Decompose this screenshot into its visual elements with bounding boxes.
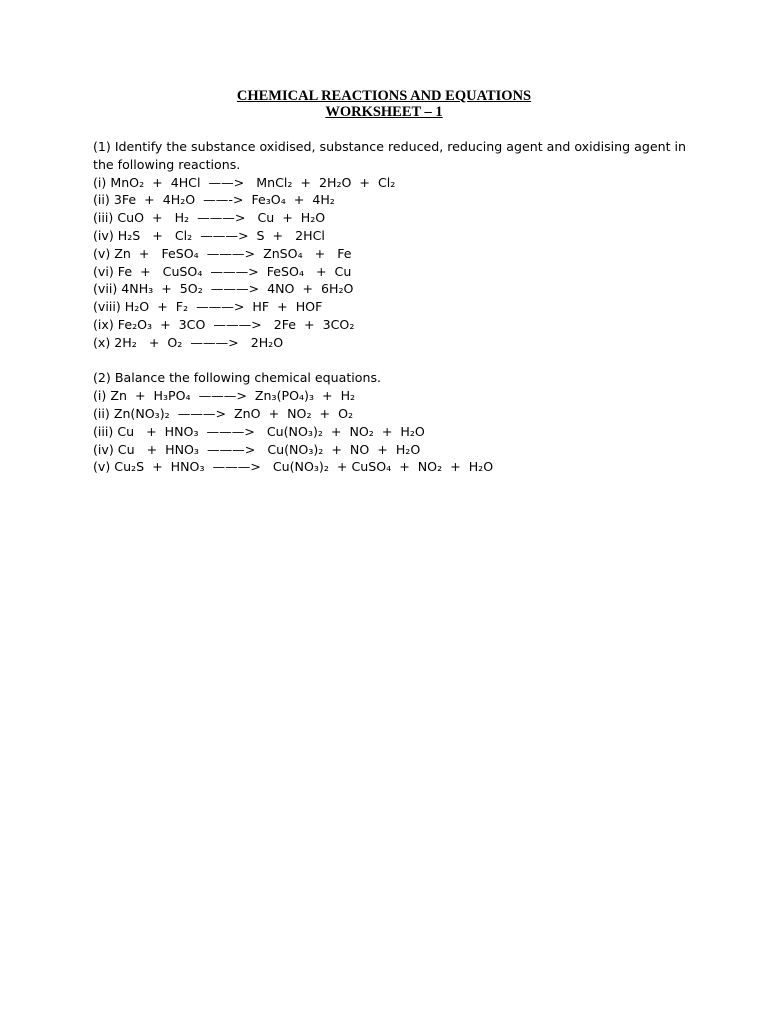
reaction-line: (viii) H₂O + F₂ ———> HF + HOF xyxy=(93,299,323,315)
reaction-line: (iii) CuO + H₂ ———> Cu + H₂O xyxy=(93,210,326,226)
section-spacer xyxy=(93,352,693,370)
document-subtitle: WORKSHEET – 1 xyxy=(325,104,443,120)
equation-line: (v) Cu₂S + HNO₃ ———> Cu(NO₃)₂ + CuSO₄ + NO₂ + H₂O xyxy=(93,459,494,475)
equation-line: (i) Zn + H₃PO₄ ———> Zn₃(PO₄)₃ + H₂ xyxy=(93,388,356,404)
reaction-line: (v) Zn + FeSO₄ ———> ZnSO₄ + Fe xyxy=(93,245,352,261)
reaction-line: (x) 2H₂ + O₂ ———> 2H₂O xyxy=(93,334,284,350)
reaction-line: (vi) Fe + CuSO₄ ———> FeSO₄ + Cu xyxy=(93,263,352,279)
reaction-line: (ix) Fe₂O₃ + 3CO ———> 2Fe + 3CO₂ xyxy=(93,316,355,332)
question-1: (1) Identify the substance oxidised, substance reduced, reducing agent and oxidising agent in the following reactions. xyxy=(93,139,687,172)
reaction-line: (i) MnO₂ + 4HCl ——> MnCl₂ + 2H₂O + Cl₂ xyxy=(93,174,396,190)
equation-line: (iv) Cu + HNO₃ ———> Cu(NO₃)₂ + NO + H₂O xyxy=(93,441,421,457)
reaction-line: (ii) 3Fe + 4H₂O ——-> Fe₃O₄ + 4H₂ xyxy=(93,192,335,208)
worksheet-body xyxy=(93,138,693,476)
equation-line: (ii) Zn(NO₃)₂ ———> ZnO + NO₂ + O₂ xyxy=(93,405,354,421)
equation-line: (iii) Cu + HNO₃ ———> Cu(NO₃)₂ + NO₂ + H₂O xyxy=(93,423,425,439)
reaction-line: (vii) 4NH₃ + 5O₂ ———> 4NO + 6H₂O xyxy=(93,281,354,297)
question-2: (2) Balance the following chemical equations. xyxy=(93,370,382,386)
document-title: CHEMICAL REACTIONS AND EQUATIONS xyxy=(236,88,532,104)
reaction-line: (iv) H₂S + Cl₂ ———> S + 2HCl xyxy=(93,227,325,243)
